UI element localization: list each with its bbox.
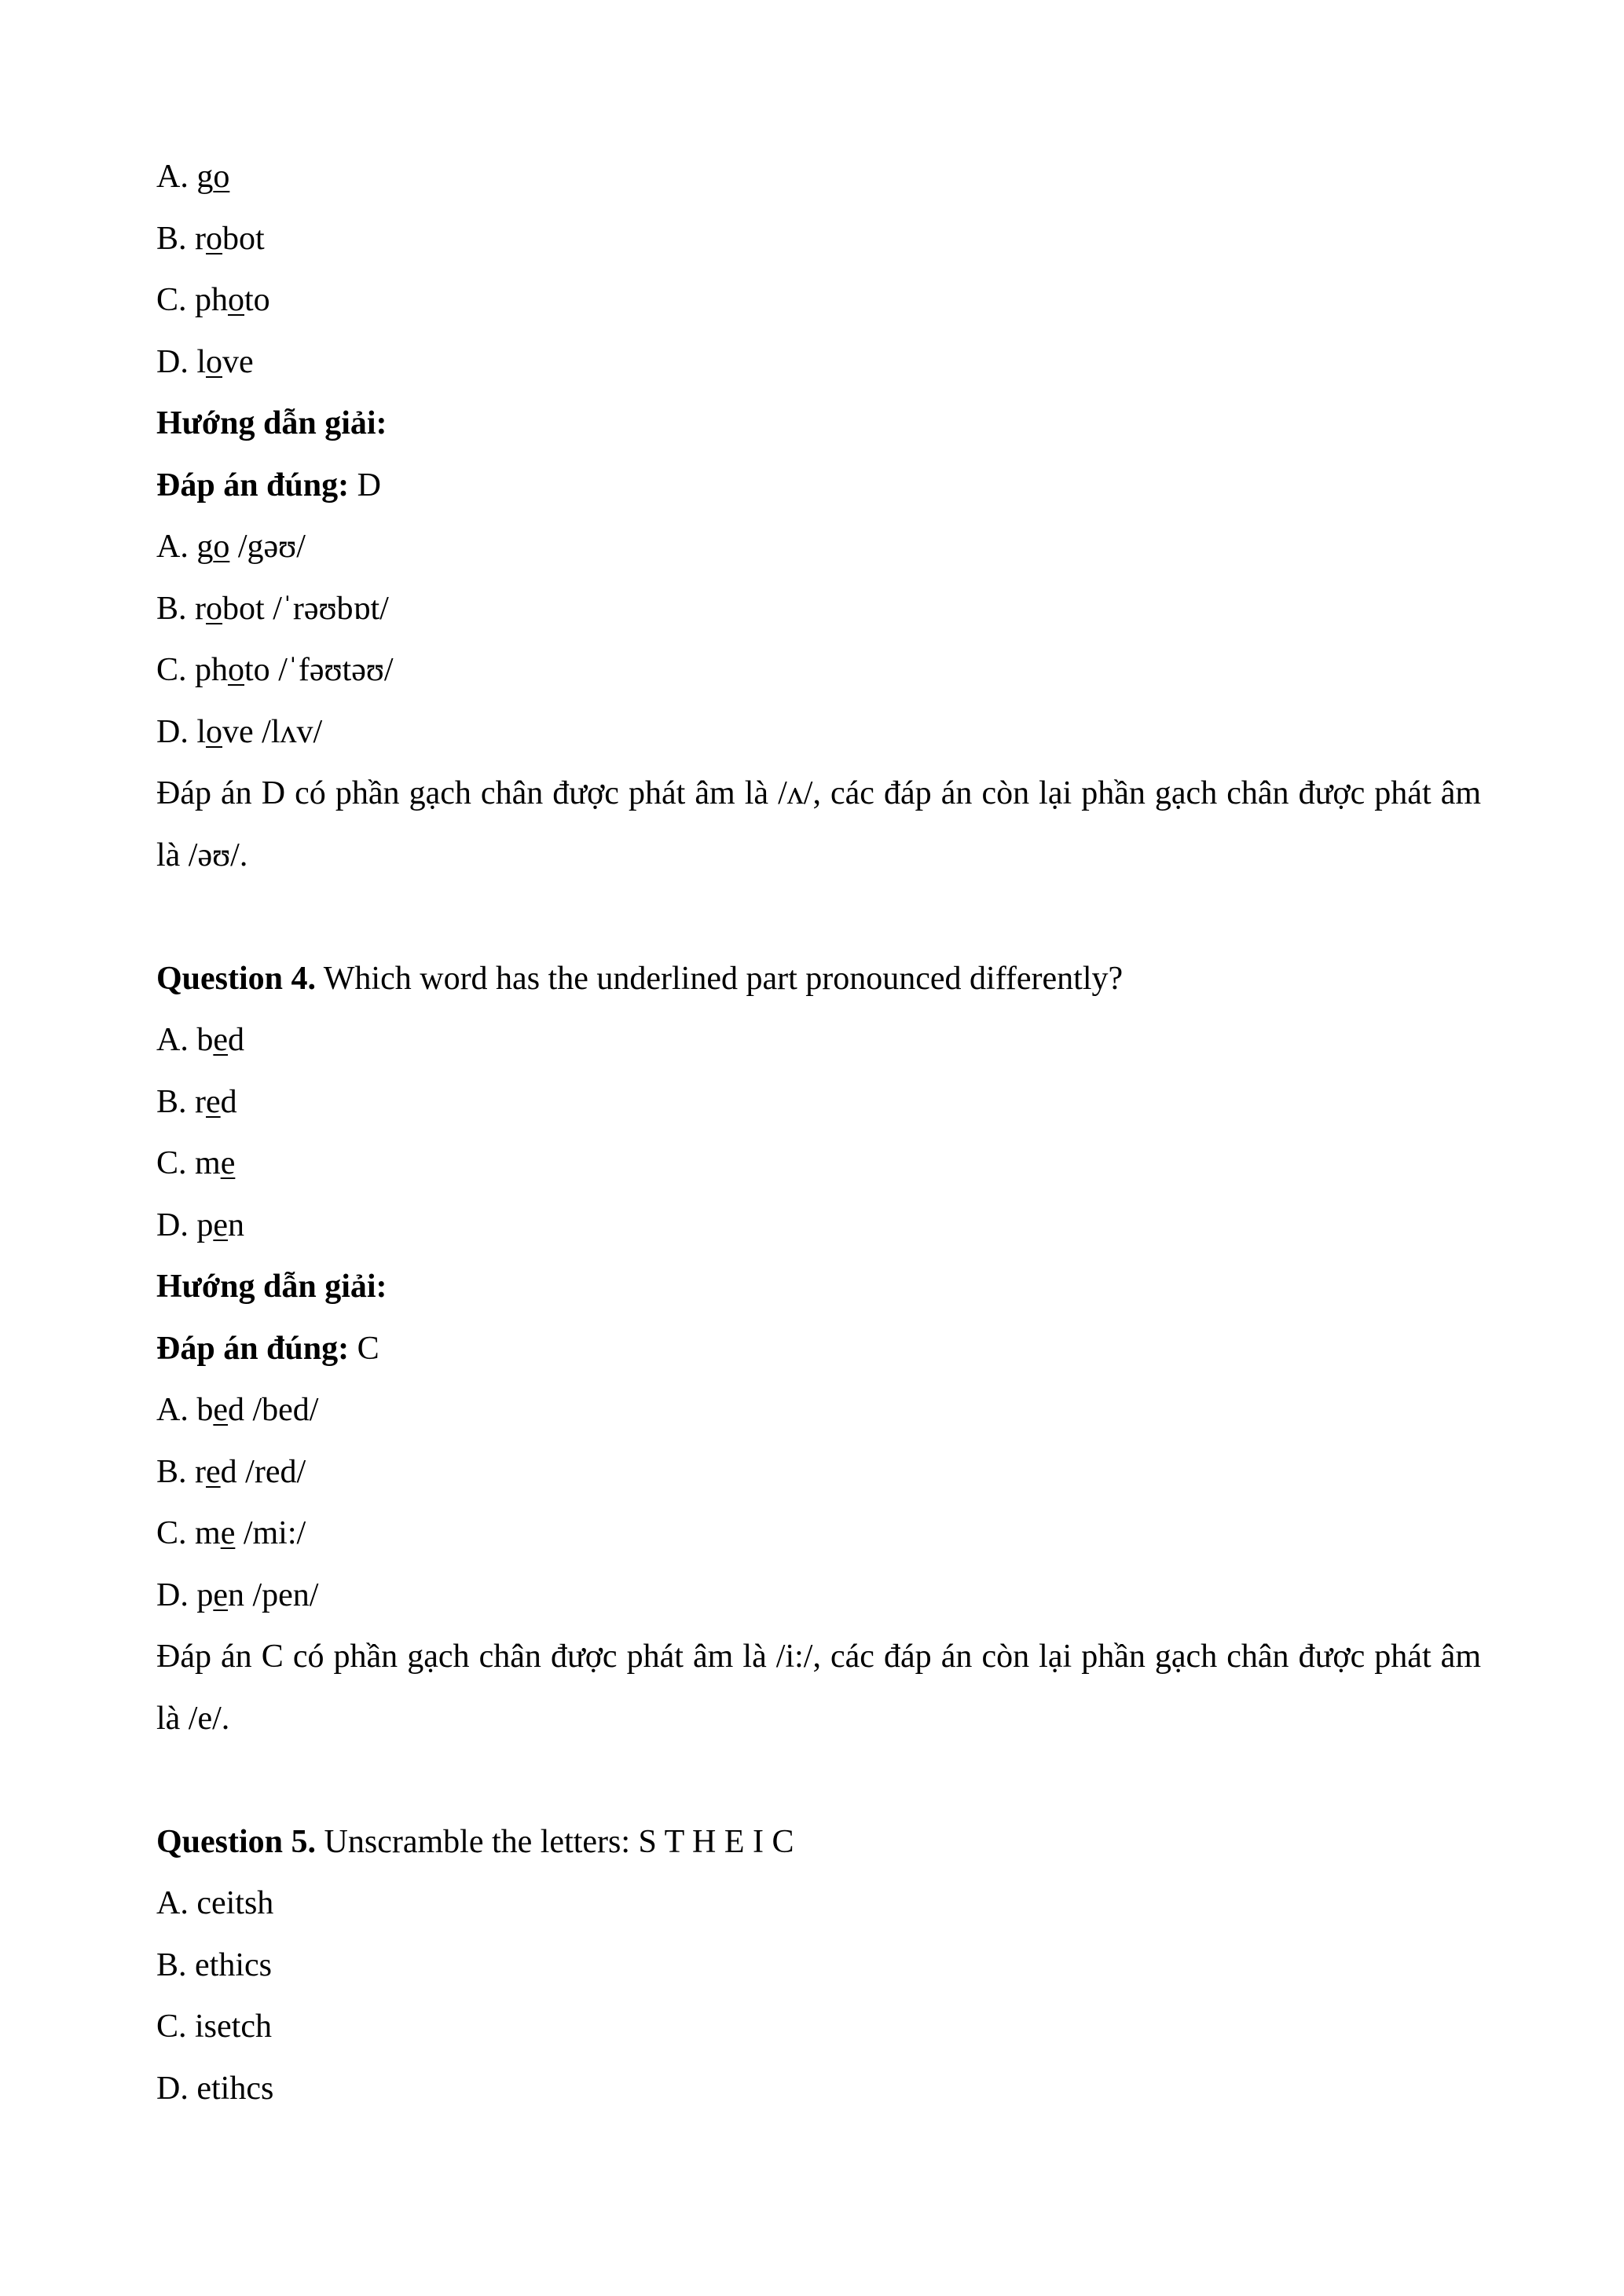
answer-option bbox=[156, 639, 1481, 701]
option-letter: B. bbox=[156, 1946, 187, 1983]
word-suffix: d bbox=[228, 1392, 244, 1428]
answer-option bbox=[156, 1873, 1481, 1935]
word-prefix: r bbox=[195, 1083, 207, 1120]
word-prefix: r bbox=[195, 1453, 207, 1490]
answer-value: C bbox=[357, 1330, 379, 1367]
underlined-part: e bbox=[213, 1392, 228, 1428]
word-prefix: m bbox=[195, 1145, 221, 1181]
question-prompt bbox=[156, 948, 1481, 1010]
answer-option bbox=[156, 1935, 1481, 1997]
option-letter: B. bbox=[156, 220, 187, 257]
answer-option bbox=[156, 1441, 1481, 1503]
blank-line bbox=[156, 886, 1481, 948]
word-prefix: r bbox=[195, 220, 207, 257]
option-letter: C. bbox=[156, 1145, 187, 1181]
phonetic-transcription: /ˈrəʊbɒt/ bbox=[273, 590, 389, 627]
phonetic-transcription: /lʌv/ bbox=[262, 713, 323, 750]
word-prefix: ph bbox=[195, 282, 229, 318]
heading-text: Hướng dẫn giải: bbox=[156, 1269, 387, 1305]
word-prefix: r bbox=[195, 590, 207, 627]
phonetic-transcription: /bed/ bbox=[252, 1392, 319, 1428]
word-prefix: etihcs bbox=[196, 2070, 274, 2107]
word-prefix: b bbox=[196, 1022, 214, 1058]
word-suffix: ve bbox=[222, 343, 254, 380]
phonetic-transcription: /gəʊ/ bbox=[237, 529, 306, 565]
option-letter: C. bbox=[156, 282, 187, 318]
word-suffix: to bbox=[244, 652, 270, 688]
answer-option bbox=[156, 331, 1481, 394]
word-prefix: l bbox=[196, 343, 207, 380]
answer-label: Đáp án đúng: bbox=[156, 467, 350, 504]
explanation-text: Đáp án C có phần gạch chân được phát âm là /i:/, các đáp án còn lại phần gạch chân được phát âm là /e/. bbox=[156, 1639, 1481, 1737]
option-letter: A. bbox=[156, 159, 189, 195]
underlined-part: o bbox=[206, 220, 223, 257]
question-number: Question 4. bbox=[156, 960, 317, 997]
word-prefix: l bbox=[196, 713, 207, 750]
answer-option bbox=[156, 1503, 1481, 1565]
question-text: Which word has the underlined part pronounced differently? bbox=[323, 960, 1124, 997]
underlined-part: o bbox=[213, 159, 230, 195]
answer-option bbox=[156, 1996, 1481, 2058]
option-letter: D. bbox=[156, 1207, 189, 1243]
question-number: Question 5. bbox=[156, 1823, 317, 1860]
underlined-part: o bbox=[206, 590, 223, 627]
word-prefix: g bbox=[196, 159, 214, 195]
answer-option bbox=[156, 1195, 1481, 1257]
underlined-part: e bbox=[206, 1083, 221, 1120]
option-letter: B. bbox=[156, 1083, 187, 1120]
word-suffix: d bbox=[228, 1022, 244, 1058]
underlined-part: o bbox=[206, 713, 223, 750]
answer-option bbox=[156, 1071, 1481, 1133]
answer-option bbox=[156, 269, 1481, 331]
option-letter: C. bbox=[156, 1515, 187, 1551]
underlined-part: e bbox=[220, 1145, 236, 1181]
answer-value: D bbox=[357, 467, 381, 504]
word-suffix: n bbox=[228, 1576, 244, 1613]
word-prefix: ethics bbox=[195, 1946, 272, 1983]
answer-option bbox=[156, 2058, 1481, 2120]
heading-text: Hướng dẫn giải: bbox=[156, 405, 387, 441]
answer-option bbox=[156, 146, 1481, 208]
answer-label: Đáp án đúng: bbox=[156, 1330, 350, 1367]
option-letter: D. bbox=[156, 2070, 189, 2107]
option-letter: C. bbox=[156, 2009, 187, 2045]
phonetic-transcription: /red/ bbox=[245, 1453, 306, 1490]
answer-option bbox=[156, 208, 1481, 270]
option-letter: A. bbox=[156, 1392, 189, 1428]
phonetic-transcription: /pen/ bbox=[252, 1576, 319, 1613]
answer-option bbox=[156, 516, 1481, 578]
word-prefix: p bbox=[196, 1576, 214, 1613]
answer-option bbox=[156, 1009, 1481, 1071]
solution-heading bbox=[156, 1256, 1481, 1318]
word-prefix: ph bbox=[195, 652, 229, 688]
word-suffix: to bbox=[244, 282, 270, 318]
blank-line bbox=[156, 1749, 1481, 1811]
explanation-text: Đáp án D có phần gạch chân được phát âm là /ʌ/, các đáp án còn lại phần gạch chân được phát âm là /əʊ/. bbox=[156, 775, 1481, 873]
answer-option bbox=[156, 578, 1481, 640]
word-prefix: g bbox=[196, 529, 214, 565]
underlined-part: o bbox=[228, 652, 245, 688]
word-suffix: bot bbox=[222, 590, 265, 627]
option-letter: A. bbox=[156, 529, 189, 565]
word-prefix: ceitsh bbox=[196, 1885, 274, 1921]
correct-answer bbox=[156, 1318, 1481, 1380]
option-letter: C. bbox=[156, 652, 187, 688]
phonetic-transcription: /ˈfəʊtəʊ/ bbox=[278, 652, 394, 688]
word-suffix: d bbox=[220, 1083, 237, 1120]
underlined-part: e bbox=[206, 1453, 221, 1490]
option-letter: B. bbox=[156, 1453, 187, 1490]
underlined-part: e bbox=[213, 1576, 228, 1613]
word-prefix: b bbox=[196, 1392, 214, 1428]
word-suffix: d bbox=[220, 1453, 237, 1490]
word-suffix: n bbox=[228, 1207, 244, 1243]
option-letter: D. bbox=[156, 1576, 189, 1613]
question-text: Unscramble the letters: S T H E I C bbox=[324, 1823, 794, 1860]
underlined-part: e bbox=[213, 1022, 228, 1058]
option-letter: A. bbox=[156, 1885, 189, 1921]
question-prompt bbox=[156, 1811, 1481, 1873]
document-page bbox=[156, 146, 1481, 2119]
underlined-part: e bbox=[220, 1515, 236, 1551]
underlined-part: o bbox=[213, 529, 230, 565]
answer-option bbox=[156, 701, 1481, 764]
solution-heading bbox=[156, 393, 1481, 455]
answer-option bbox=[156, 1379, 1481, 1441]
word-suffix: bot bbox=[222, 220, 265, 257]
word-prefix: isetch bbox=[195, 2009, 272, 2045]
word-suffix: ve bbox=[222, 713, 254, 750]
word-prefix: p bbox=[196, 1207, 214, 1243]
option-letter: B. bbox=[156, 590, 187, 627]
underlined-part: e bbox=[213, 1207, 228, 1243]
option-letter: D. bbox=[156, 713, 189, 750]
underlined-part: o bbox=[206, 343, 223, 380]
word-prefix: m bbox=[195, 1515, 221, 1551]
option-letter: D. bbox=[156, 343, 189, 380]
phonetic-transcription: /mi:/ bbox=[243, 1515, 306, 1551]
underlined-part: o bbox=[228, 282, 245, 318]
option-letter: A. bbox=[156, 1022, 189, 1058]
answer-option bbox=[156, 1133, 1481, 1195]
answer-option bbox=[156, 1565, 1481, 1627]
correct-answer bbox=[156, 455, 1481, 517]
